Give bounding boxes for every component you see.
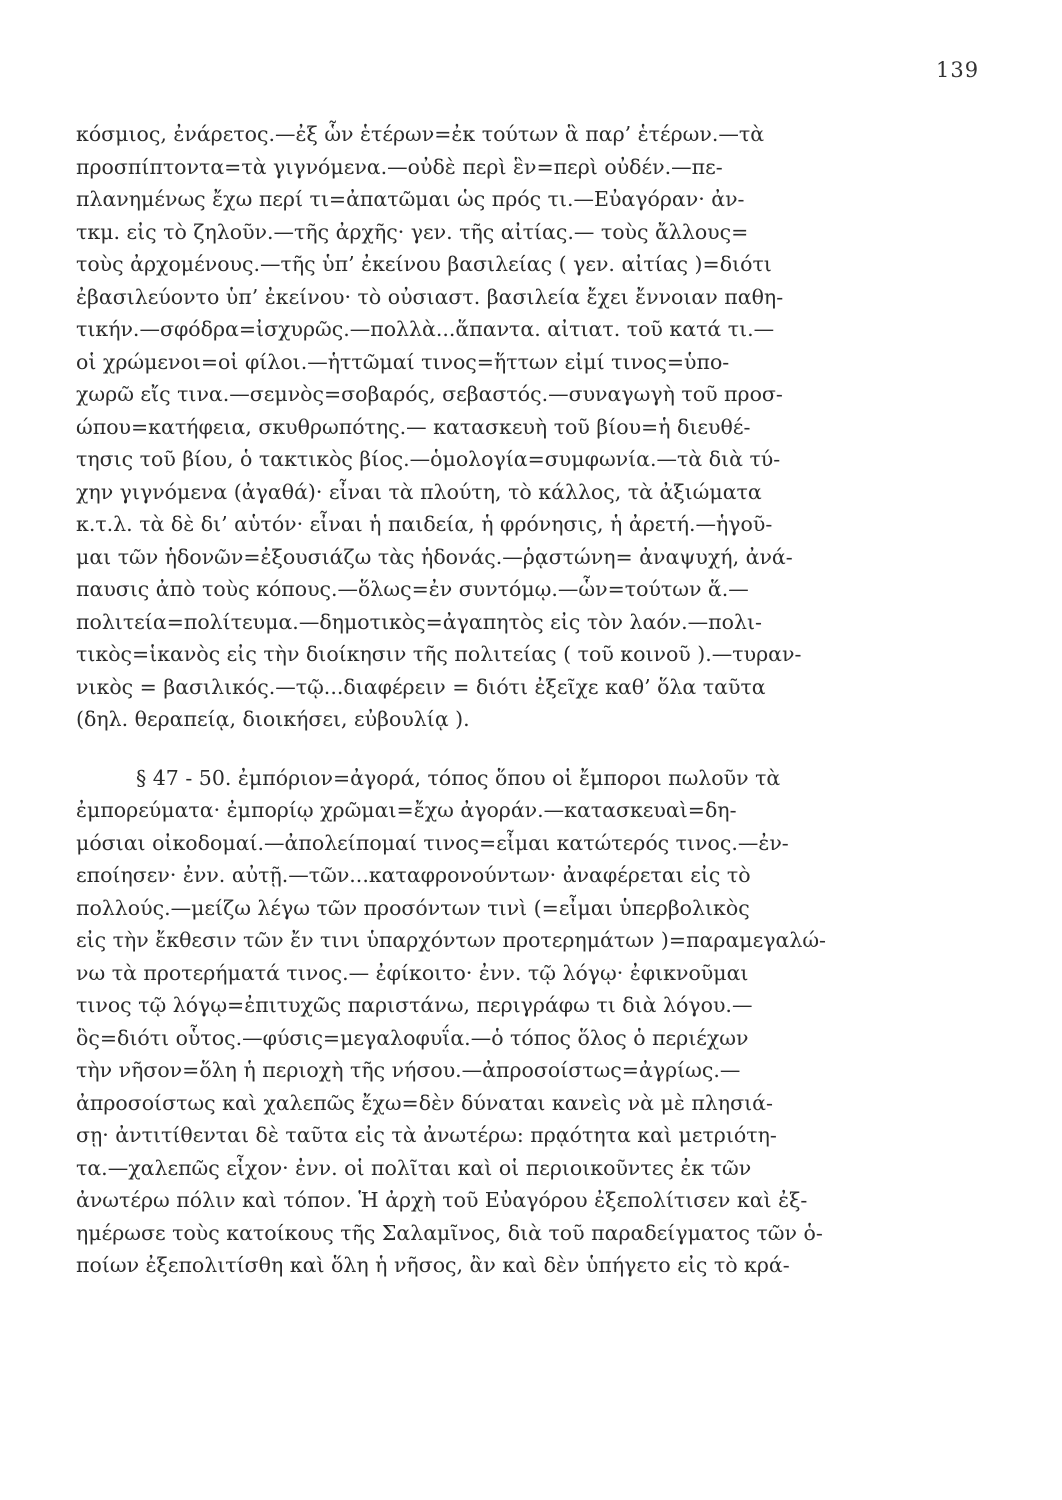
text-line: τικὸς=ἱκανὸς εἰς τὴν διοίκησιν τῆς πολιτείας ( τοῦ κοινοῦ ).—τυραν- [76, 642, 802, 666]
text-line: εἰς τὴν ἔκθεσιν τῶν ἔν τινι ὑπαρχόντων προτερημάτων )=παραμεγαλώ- [76, 928, 826, 952]
text-line: μαι τῶν ἡδονῶν=ἐξουσιάζω τὰς ἡδονάς.—ῥᾳστώνη= ἀναψυχή, ἀνά- [76, 544, 793, 569]
text-line: τινος τῷ λόγῳ=ἐπιτυχῶς παριστάνω, περιγράφω τι διὰ λόγου.— [76, 993, 753, 1017]
text-line: νω τὰ προτερήματά τινος.— ἐφίκοιτο· ἐνν. τῷ λόγῳ· ἐφικνοῦμαι [76, 960, 749, 985]
text-line: μόσιαι οἰκοδομαί.—ἀπολείπομαί τινος=εἶμαι κατώτερός τινος.—ἐν- [76, 830, 789, 855]
text-line: πολιτεία=πολίτευμα.—δημοτικὸς=ἀγαπητὸς εἰς τὸν λαόν.—πολι- [76, 609, 762, 634]
text-line: τα.—χαλεπῶς εἶχον· ἐνν. οἱ πολῖται καὶ οἱ περιοικοῦντες ἐκ τῶν [76, 1155, 752, 1180]
text-line: ημέρωσε τοὺς κατοίκους τῆς Σαλαμῖνος, διὰ τοῦ παραδείγματος τῶν ὁ- [76, 1220, 823, 1245]
text-line: παυσις ἀπὸ τοὺς κόπους.—ὅλως=ἐν συντόμῳ.—ὧν=τούτων ἅ.— [76, 577, 749, 601]
text-line: ἀνωτέρω πόλιν καὶ τόπον. Ἡ ἀρχὴ τοῦ Εὐαγόρου ἐξεπολίτισεν καὶ ἐξ- [76, 1188, 808, 1212]
text-line: ποίων ἐξεπολιτίσθη καὶ ὅλη ἡ νῆσος, ἂν καὶ δὲν ὑπήγετο εἰς τὸ κρά- [76, 1253, 790, 1277]
text-line: προσπίπτοντα=τὰ γιγνόμενα.—οὐδὲ περὶ ἓν=περὶ οὐδέν.—πε- [76, 154, 723, 179]
text-line: § 47 - 50. ἐμπόριον=ἀγορά, τόπος ὅπου οἱ ἔμποροι πωλοῦν τὰ [136, 765, 781, 790]
paragraph-1 [76, 118, 944, 736]
text-line: ώπου=κατήφεια, σκυθρωπότης.— κατασκευὴ τοῦ βίου=ἡ διευθέ- [76, 414, 751, 439]
text-line: ἐμπορεύματα· ἐμπορίῳ χρῶμαι=ἔχω ἀγοράν.—κατασκευαὶ=δη- [76, 798, 737, 822]
text-line: τοὺς ἀρχομένους.—τῆς ὑπ’ ἐκείνου βασιλείας ( γεν. αἰτίας )=διότι [76, 252, 772, 276]
text-line: πολλούς.—μείζω λέγω τῶν προσόντων τινὶ (=εἶμαι ὑπερβολικὸς [76, 895, 750, 920]
text-line: κ.τ.λ. τὰ δὲ δι’ αὑτόν· εἶναι ἡ παιδεία, ἡ φρόνησις, ἡ ἀρετή.—ἡγοῦ- [76, 512, 773, 536]
text-line: τκμ. εἰς τὸ ζηλοῦν.—τῆς ἀρχῆς· γεν. τῆς αἰτίας.— τοὺς ἄλλους= [76, 219, 749, 244]
text-line: ἀπροσοίστως καὶ χαλεπῶς ἔχω=δὲν δύναται κανεὶς νὰ μὲ πλησιά- [76, 1090, 773, 1115]
text-line: ὃς=διότι οὗτος.—φύσις=μεγαλοφυΐα.—ὁ τόπος ὅλος ὁ περιέχων [76, 1025, 749, 1050]
text-line: χωρῶ εἴς τινα.—σεμνὸς=σοβαρός, σεβαστός.—συναγωγὴ τοῦ προσ- [76, 382, 783, 406]
commentary-text [76, 118, 944, 1282]
text-line: τὴν νῆσον=ὅλη ἡ περιοχὴ τῆς νήσου.—ἀπροσοίστως=ἀγρίως.— [76, 1058, 741, 1082]
paragraph-2 [76, 762, 944, 1282]
text-line: πλανημένως ἔχω περί τι=ἀπατῶμαι ὡς πρός τι.—Εὐαγόραν· ἀν- [76, 187, 745, 211]
paragraph-gap [76, 736, 944, 762]
text-line: κόσμιος, ἐνάρετος.—ἐξ ὧν ἑτέρων=ἐκ τούτων ἃ παρ’ ἑτέρων.—τὰ [76, 122, 765, 146]
text-line: χην γιγνόμενα (ἀγαθά)· εἶναι τὰ πλούτη, τὸ κάλλος, τὰ ἀξιώματα [76, 479, 762, 504]
text-line: εποίησεν· ἐνν. αὐτῇ.—τῶν...καταφρονούντων· ἀναφέρεται εἰς τὸ [76, 863, 751, 887]
text-line: ἐβασιλεύοντο ὑπ’ ἐκείνου· τὸ οὐσιαστ. βασιλεία ἔχει ἔννοιαν παθη- [76, 284, 784, 309]
text-line: (δηλ. θεραπείᾳ, διοικήσει, εὐβουλίᾳ ). [76, 707, 470, 731]
text-line: οἱ χρώμενοι=οἱ φίλοι.—ἡττῶμαί τινος=ἥττων εἰμί τινος=ὑπο- [76, 349, 730, 374]
text-line: σῃ· ἀντιτίθενται δὲ ταῦτα εἰς τὰ ἀνωτέρω: πρᾳότητα καὶ μετριότη- [76, 1123, 777, 1147]
text-line: νικὸς = βασιλικός.—τῷ...διαφέρειν = διότι ἐξεῖχε καθ’ ὅλα ταῦτα [76, 674, 766, 699]
text-line: τησις τοῦ βίου, ὁ τακτικὸς βίος.—ὁμολογία=συμφωνία.—τὰ διὰ τύ- [76, 447, 781, 471]
text-line: τικήν.—σφόδρα=ἰσχυρῶς.—πολλὰ...ἅπαντα. αἰτιατ. τοῦ κατά τι.— [76, 317, 775, 341]
page-number: 139 [936, 58, 980, 82]
